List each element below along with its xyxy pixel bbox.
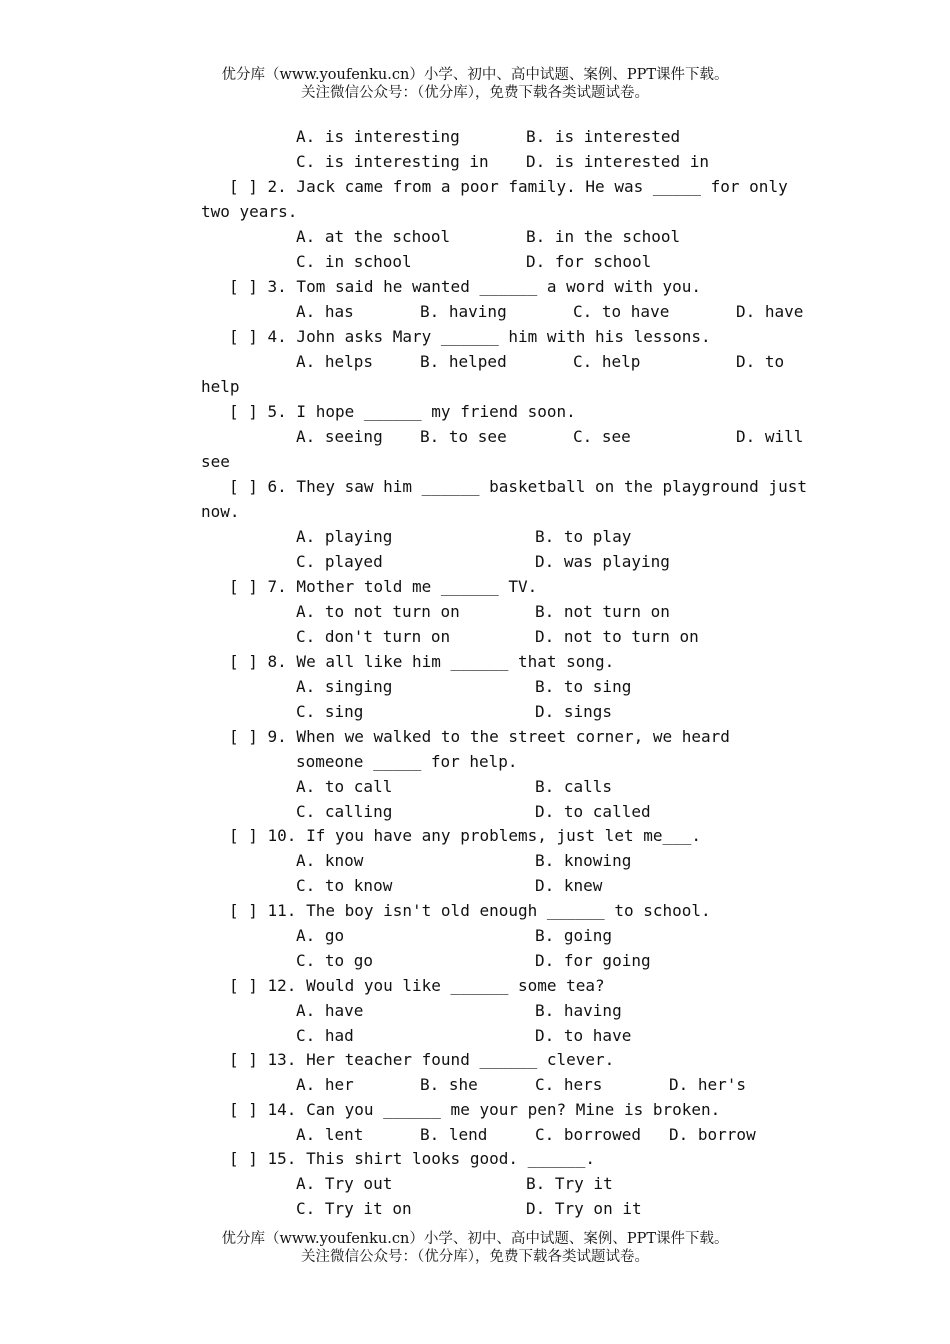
q6-option-b: B. to play [535,527,632,546]
q14-option-a: A. lent [296,1125,364,1144]
q5-option-c: C. see [573,427,631,446]
q9-option-c: C. calling [296,802,393,821]
q4-option-c: C. help [573,352,641,371]
q5-option-a: A. seeing [296,427,383,446]
q10-stem: [ ] 10. If you have any problems, just let me___. [229,826,702,845]
q6-stem: [ ] 6. They saw him ______ basketball on the playground just [229,477,807,496]
q14-option-c: C. borrowed [535,1125,641,1144]
q15-stem: [ ] 15. This shirt looks good. ______. [229,1149,596,1168]
q6-option-d: D. was playing [535,552,670,571]
q12-option-c: C. had [296,1026,354,1045]
q2-stem-cont: two years. [201,202,298,221]
q8-option-d: D. sings [535,702,613,721]
q5-option-d: D. will [736,427,804,446]
q6-option-c: C. played [296,552,383,571]
q6-option-a: A. playing [296,527,393,546]
q12-option-b: B. having [535,1001,622,1020]
q15-option-c: C. Try it on [296,1199,412,1218]
q15-option-d: D. Try on it [526,1199,642,1218]
q4-option-d-cont: help [201,377,240,396]
q12-option-a: A. have [296,1001,364,1020]
q3-option-a: A. has [296,302,354,321]
q1-option-d: D. is interested in [526,152,710,171]
q13-option-d: D. her's [669,1075,747,1094]
q4-option-d: D. to [736,352,785,371]
q7-option-d: D. not to turn on [535,627,699,646]
q5-option-d-cont: see [201,452,230,471]
q13-stem: [ ] 13. Her teacher found ______ clever. [229,1050,615,1069]
q14-stem: [ ] 14. Can you ______ me your pen? Mine is broken. [229,1100,721,1119]
q13-option-a: A. her [296,1075,354,1094]
footer-line-1: 优分库（www.youfenku.cn）小学、初中、高中试题、案例、PPT课件下载。 [221,1231,729,1247]
q9-option-b: B. calls [535,777,613,796]
q11-option-c: C. to go [296,951,374,970]
q2-stem: [ ] 2. Jack came from a poor family. He was _____ for only [229,177,788,196]
q12-option-d: D. to have [535,1026,632,1045]
q3-option-d: D. have [736,302,804,321]
q1-option-b: B. is interested [526,127,681,146]
q3-option-c: C. to have [573,302,670,321]
q7-option-b: B. not turn on [535,602,670,621]
q13-option-c: C. hers [535,1075,603,1094]
q11-stem: [ ] 11. The boy isn't old enough ______ to school. [229,901,711,920]
q7-option-a: A. to not turn on [296,602,460,621]
q4-option-a: A. helps [296,352,374,371]
page-footer [0,1230,950,1266]
page-header [0,66,950,102]
q3-option-b: B. having [420,302,507,321]
q2-option-b: B. in the school [526,227,681,246]
q2-option-c: C. in school [296,252,412,271]
q9-option-d: D. to called [535,802,651,821]
q8-option-c: C. sing [296,702,364,721]
header-line-2: 关注微信公众号：（优分库），免费下载各类试题试卷。 [301,85,649,101]
q8-stem: [ ] 8. We all like him ______ that song. [229,652,615,671]
q10-option-b: B. knowing [535,851,632,870]
q14-option-b: B. lend [420,1125,488,1144]
q2-option-a: A. at the school [296,227,451,246]
q1-option-c: C. is interesting in [296,152,489,171]
q10-option-c: C. to know [296,876,393,895]
q3-stem: [ ] 3. Tom said he wanted ______ a word with you. [229,277,702,296]
q5-option-b: B. to see [420,427,507,446]
q11-option-a: A. go [296,926,345,945]
q8-option-a: A. singing [296,677,393,696]
q13-option-b: B. she [420,1075,478,1094]
q7-option-c: C. don't turn on [296,627,451,646]
q15-option-b: B. Try it [526,1174,613,1193]
footer-line-2: 关注微信公众号：（优分库），免费下载各类试题试卷。 [301,1249,649,1265]
q11-option-d: D. for going [535,951,651,970]
q12-stem: [ ] 12. Would you like ______ some tea? [229,976,605,995]
q9-stem-cont: someone _____ for help. [296,752,518,771]
q10-option-d: D. knew [535,876,603,895]
q9-option-a: A. to call [296,777,393,796]
q2-option-d: D. for school [526,252,652,271]
header-line-1: 优分库（www.youfenku.cn）小学、初中、高中试题、案例、PPT课件下载。 [221,67,729,83]
q15-option-a: A. Try out [296,1174,393,1193]
q11-option-b: B. going [535,926,613,945]
q1-option-a: A. is interesting [296,127,460,146]
q4-option-b: B. helped [420,352,507,371]
q4-stem: [ ] 4. John asks Mary ______ him with his lessons. [229,327,711,346]
q8-option-b: B. to sing [535,677,632,696]
q10-option-a: A. know [296,851,364,870]
q9-stem: [ ] 9. When we walked to the street corner, we heard [229,727,730,746]
q5-stem: [ ] 5. I hope ______ my friend soon. [229,402,576,421]
q7-stem: [ ] 7. Mother told me ______ TV. [229,577,538,596]
q14-option-d: D. borrow [669,1125,756,1144]
q6-stem-cont: now. [201,502,240,521]
